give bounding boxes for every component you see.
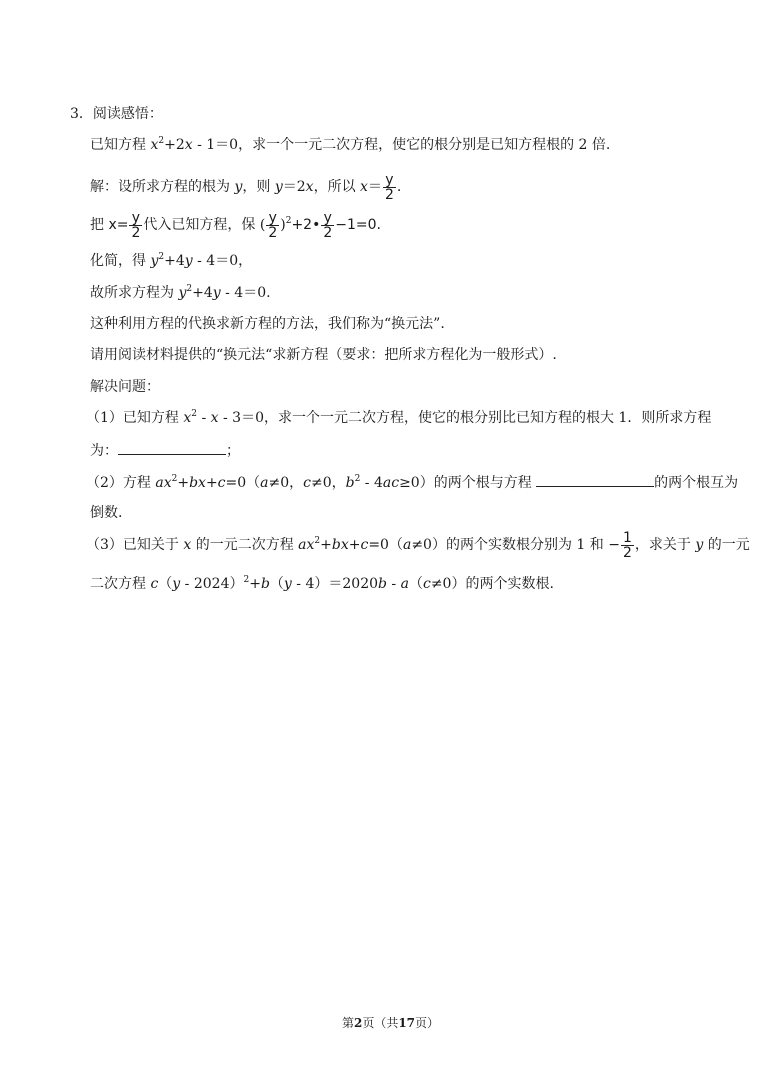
answer-blank-1[interactable] [118,440,226,455]
fraction-1-over-2: $\frac{1}{2}$ [622,529,632,561]
question-1: （1）已知方程 $x^2 - x - 3=0$，求一个一元二次方程，使它的根分别比已知方程的根大 1．则所求方程 [86,409,712,426]
solution-step-2: 把 x= $\frac{y}{2}$ 代入已知方程，保 ( $\frac{y}{2}$ )$^2$+2• $\frac{y}{2}$ −1=0. [90,209,381,241]
solve-heading: 解决问题： [90,379,160,395]
result-step: 故所求方程为 $y^2+4y - 4=0$. [90,284,271,301]
answer-blank-2[interactable] [536,472,654,487]
page-footer: 第2页（共17页） [341,1016,440,1030]
question-3: （3）已知关于 x 的一元二次方程 $ax^2+bx+c=0(a\ne 0)$的两个实数根分别为 1 和 − $\frac{1}{2}$ ，求关于 y 的一元 [86,529,750,561]
fraction-y-over-2: $\frac{y}{2}$ [131,209,141,241]
simplify-step: 化简，得 $y^2+4y - 4=0$， [90,252,253,269]
question-3-continuation: 二次方程 c（y - 2024）$^2$+b（y - 4）＝2020b - a（c≠0）的两个实数根. [90,575,554,592]
instruction-text: 请用阅读材料提供的“换元法“求新方程（要求：把所求方程化为一般形式）. [90,347,557,363]
question-1-answer-line: 为： ； [90,440,240,461]
fraction-y-over-2: $\frac{y}{2}$ [268,209,278,241]
method-note: 这种利用方程的代换求新方程的方法，我们称为“换元法”. [90,316,445,332]
page-number: 2 [353,1016,363,1030]
question-2-continuation: 倒数. [90,505,123,521]
problem-heading: 3．阅读感悟： [70,106,163,122]
fraction-y-over-2: $\frac{y}{2}$ [323,209,333,241]
fraction-y-over-2: $\frac{y}{2}$ [384,171,394,203]
question-2: （2）方程 $ax^2+bx+c=0(a\ne 0$，c≠0，$b^2 - 4ac\ge 0$）的两个根与方程 的两个根互为 [86,474,739,491]
total-pages: 17 [398,1016,416,1030]
given-statement: 已知方程 $x^2+2x - 1=0$，求一个一元二次方程，使它的根分别是已知方程根的 2 倍. [90,136,611,153]
solution-step-1: 解：设所求方程的根为 y，则 y＝2x，所以 x＝ $\frac{y}{2}$ . [90,171,402,203]
